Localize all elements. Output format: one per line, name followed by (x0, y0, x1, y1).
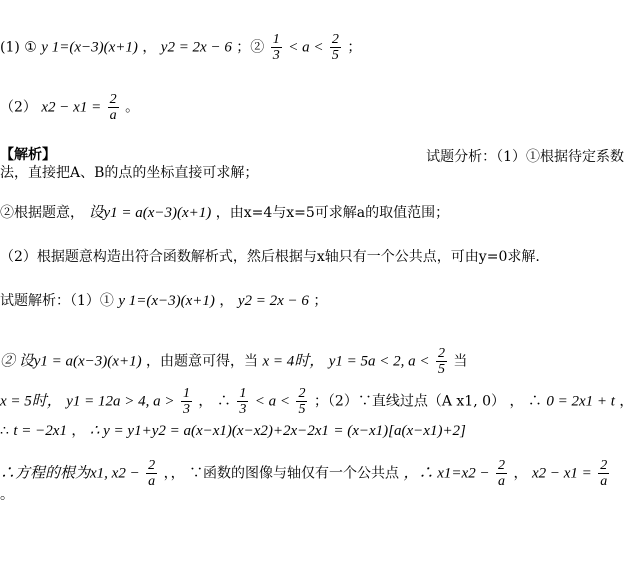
difference-expression: x2 − x1 = (531, 465, 592, 482)
x1-equals-expression: ，∴ x1=x2 − (403, 465, 490, 482)
denominator: a (600, 474, 608, 489)
numerator: 2 (331, 32, 339, 47)
fraction-one-third (271, 32, 282, 63)
solution-label: 试题解析：（1）① (0, 293, 119, 309)
y1-at-4: y1 = 5a < 2, a < (328, 353, 430, 370)
numerator: 2 (437, 346, 445, 361)
denominator: a (148, 474, 156, 489)
numerator: 1 (239, 386, 247, 401)
denominator: a (109, 108, 117, 123)
condition-text: ，由题意可得，当 (146, 353, 259, 370)
inequality: < a < (254, 393, 291, 410)
separator: ， (619, 393, 633, 410)
fraction-one-third (181, 386, 192, 417)
step-2-label: ②根据题意， (0, 205, 84, 221)
assume-y1: ② 设y1 = a(x−3)(x+1) (0, 353, 142, 370)
solution-line-2 (0, 346, 467, 377)
therefore-symbol: ∴ (0, 423, 9, 439)
fraction-one-third (237, 386, 248, 417)
one-intersection-text: ∵函数的图像与轴仅有一个公共点 (189, 465, 400, 482)
y1-expression: y 1=(x−3)(x+1) (118, 293, 215, 309)
y1-at-5: y1 = 12a > 4, a > (66, 393, 175, 410)
fraction-two-over-a (598, 458, 609, 489)
separator: ，， (163, 465, 185, 482)
solution-line-5 (0, 458, 611, 489)
analysis-header: 【解析】 (0, 147, 56, 163)
answer-line-1 (0, 32, 361, 63)
y2-expression: y2 = 2x − 6 (237, 293, 309, 309)
fraction-two-fifths (296, 386, 307, 417)
final-period: 。 (0, 487, 14, 503)
numerator: 2 (298, 386, 306, 401)
numerator: 2 (109, 92, 117, 107)
denominator: 5 (437, 362, 445, 377)
solution-line-4 (0, 422, 466, 440)
denominator: 3 (272, 48, 280, 63)
answer-2-prefix: （2） (0, 99, 37, 116)
answer-1-prefix: (1) ① (0, 39, 42, 56)
difference-expression: x2 − x1 = (41, 99, 102, 116)
separator: ， (142, 39, 157, 56)
analysis-continuation: 法，直接把A、B的点的坐标直接可求解； (0, 165, 259, 181)
separator: ， (71, 423, 86, 439)
line-through-point-text: ；（2）∵直线过点（A x1, 0） (313, 393, 506, 410)
factored-expression: = (x−x1)[a(x−x1)+2] (333, 423, 466, 439)
step-2-text: ，由x=4与x=5可求解a的取值范围； (215, 205, 450, 221)
fraction-two-over-a (496, 458, 507, 489)
analysis-step-3: （2）根据题意构造出符合函数解析式，然后根据与x轴只有一个公共点，可由y=0求解. (0, 249, 540, 265)
analysis-intro: 试题分析：（1）①根据待定系数 (426, 149, 624, 165)
line-end: ； (313, 293, 328, 309)
denominator: 3 (182, 402, 190, 417)
equation-zero: 0 = 2x1 + t (546, 393, 615, 410)
solution-line-1 (0, 292, 327, 310)
separator: ， (198, 393, 213, 410)
numerator: 1 (182, 386, 190, 401)
analysis-step-2 (0, 204, 449, 222)
y-sum-expression: ∴ y = y1+y2 = a(x−x1)(x−x2)+2x−2x1 (89, 423, 329, 439)
denominator: 3 (239, 402, 247, 417)
separator: ， (509, 393, 524, 410)
separator: ， (219, 293, 234, 309)
t-value: t = −2x1 (13, 423, 67, 439)
separator: ， (513, 465, 528, 482)
fraction-two-over-a (108, 92, 119, 123)
numerator: 2 (600, 458, 608, 473)
denominator: 5 (331, 48, 339, 63)
inequality: < a < (288, 39, 324, 56)
numerator: 2 (498, 458, 506, 473)
when-text: 当 (453, 353, 468, 370)
separator: ；② (236, 39, 269, 56)
line-end: 。 (125, 99, 140, 116)
fraction-two-fifths (330, 32, 341, 63)
roots-text: ∴方程的根为x1, x2 − (0, 465, 140, 482)
numerator: 1 (272, 32, 280, 47)
fraction-two-over-a (146, 458, 157, 489)
step-2-formula: 设y1 = a(x−3)(x+1) (88, 205, 212, 221)
denominator: 5 (298, 402, 306, 417)
denominator: a (498, 474, 506, 489)
x-equals-4: x = 4时， (262, 353, 325, 370)
therefore-symbol: ∴ (527, 393, 542, 410)
x-equals-5: x = 5时， (0, 393, 62, 410)
fraction-two-fifths (436, 346, 447, 377)
y1-expression: y 1=(x−3)(x+1) (41, 39, 138, 56)
y2-expression: y2 = 2x − 6 (160, 39, 232, 56)
solution-line-3 (0, 386, 633, 417)
numerator: 2 (148, 458, 156, 473)
therefore-symbol: ∴ (216, 393, 231, 410)
line-end: ； (347, 39, 362, 56)
answer-line-2 (0, 92, 139, 123)
